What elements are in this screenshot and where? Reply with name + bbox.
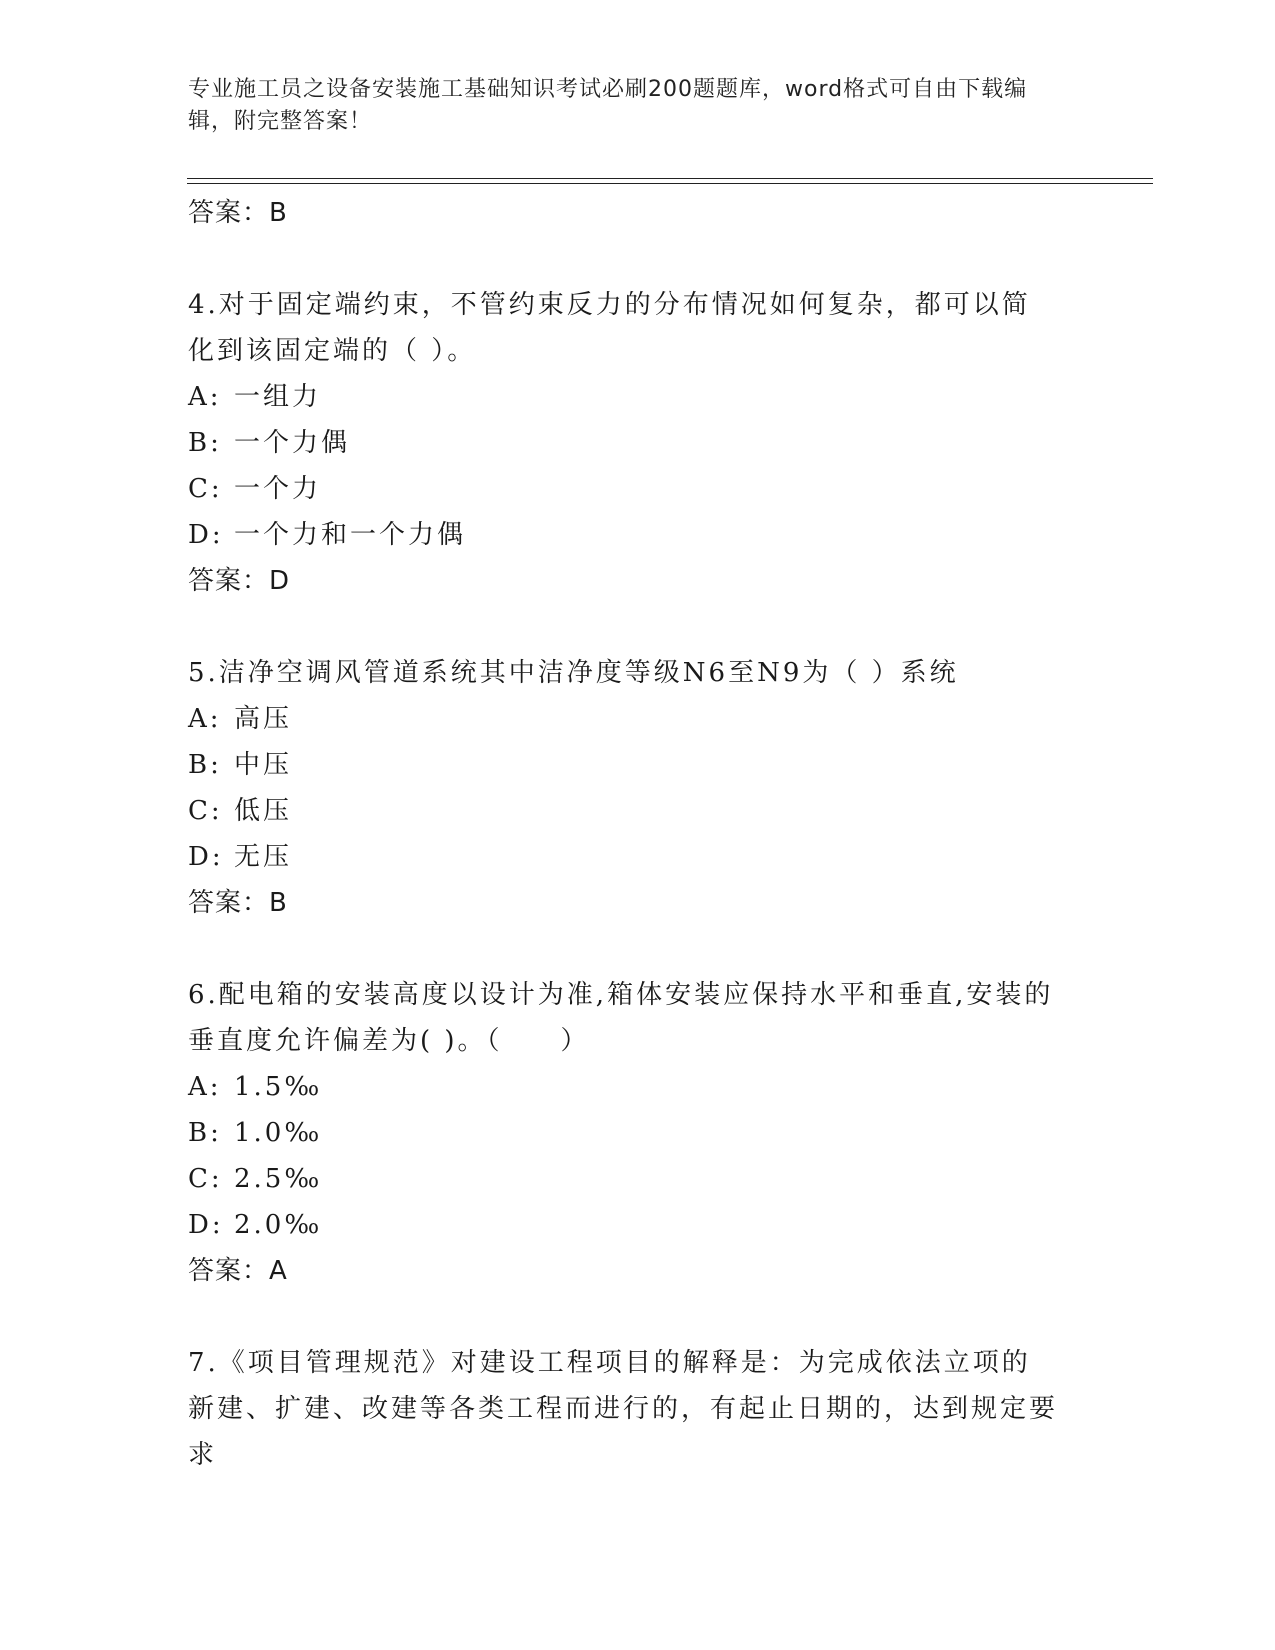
option-text: 一个力 bbox=[234, 474, 322, 504]
document-header: 专业施工员之设备安装施工基础知识考试必刷200题题库，word格式可自由下载编辑，附完整答案！ bbox=[188, 77, 1028, 134]
option-key: C: bbox=[188, 796, 223, 826]
option-key: C: bbox=[188, 1164, 223, 1194]
answer-line: 答案：A bbox=[188, 1256, 288, 1286]
option-text: 高压 bbox=[234, 704, 293, 734]
question-block bbox=[188, 1340, 1088, 1478]
answer-line: 答案：B bbox=[188, 888, 288, 918]
option-key: A: bbox=[188, 1072, 222, 1102]
option-text: 低压 bbox=[234, 796, 293, 826]
option-text: 1.0‰ bbox=[234, 1118, 323, 1148]
option-key: D: bbox=[188, 520, 224, 550]
option-d bbox=[188, 1202, 1088, 1248]
option-key: A: bbox=[188, 704, 222, 734]
option-key: A: bbox=[188, 382, 222, 412]
header-rule-bottom bbox=[187, 183, 1153, 184]
option-b bbox=[188, 742, 1088, 788]
question-block bbox=[188, 650, 1088, 926]
question-stem: 5.洁净空调风管道系统其中洁净度等级N6至N9为（ ）系统 bbox=[188, 658, 959, 688]
answer-line: 答案：D bbox=[188, 566, 291, 596]
option-text: 2.5‰ bbox=[234, 1164, 323, 1194]
option-text: 1.5‰ bbox=[234, 1072, 323, 1102]
option-key: B: bbox=[188, 1118, 222, 1148]
question-block bbox=[188, 972, 1088, 1294]
option-text: 一组力 bbox=[234, 382, 322, 412]
option-text: 无压 bbox=[234, 842, 293, 872]
option-d bbox=[188, 834, 1088, 880]
option-c bbox=[188, 1156, 1088, 1202]
option-d bbox=[188, 512, 1088, 558]
header-rule-top bbox=[187, 178, 1153, 179]
question-stem: 6.配电箱的安装高度以设计为准,箱体安装应保持水平和垂直,安装的垂直度允许偏差为( )。（ ） bbox=[188, 980, 1054, 1056]
option-key: C: bbox=[188, 474, 223, 504]
question-stem: 7.《项目管理规范》对建设工程项目的解释是：为完成依法立项的新建、扩建、改建等各类工程而进行的，有起止日期的，达到规定要求 bbox=[188, 1348, 1059, 1470]
option-a bbox=[188, 696, 1088, 742]
option-text: 一个力和一个力偶 bbox=[234, 520, 467, 550]
answer-line: 答案：B bbox=[188, 198, 288, 228]
option-a bbox=[188, 374, 1088, 420]
option-text: 一个力偶 bbox=[234, 428, 351, 458]
question-list bbox=[188, 190, 1088, 1478]
option-a bbox=[188, 1064, 1088, 1110]
option-text: 2.0‰ bbox=[234, 1210, 323, 1240]
option-text: 中压 bbox=[234, 750, 293, 780]
option-key: B: bbox=[188, 428, 222, 458]
option-c bbox=[188, 788, 1088, 834]
option-c bbox=[188, 466, 1088, 512]
question-block bbox=[188, 282, 1088, 604]
option-key: B: bbox=[188, 750, 222, 780]
option-key: D: bbox=[188, 842, 224, 872]
option-key: D: bbox=[188, 1210, 224, 1240]
question-stem: 4.对于固定端约束，不管约束反力的分布情况如何复杂，都可以简化到该固定端的（ ）。 bbox=[188, 290, 1031, 366]
option-b bbox=[188, 420, 1088, 466]
option-b bbox=[188, 1110, 1088, 1156]
